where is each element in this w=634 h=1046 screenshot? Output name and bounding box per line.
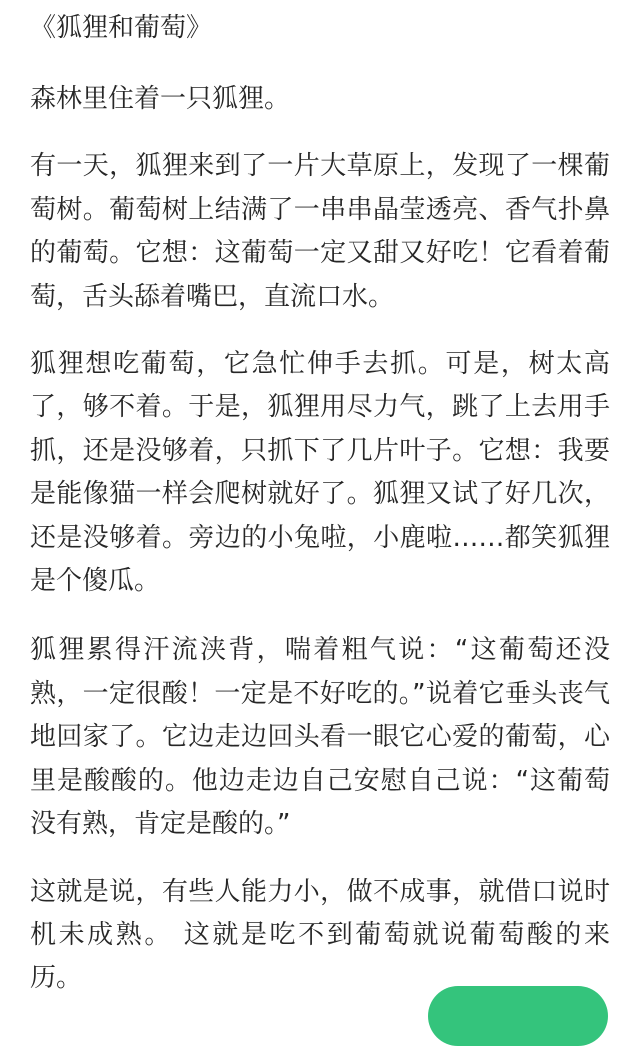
article xyxy=(30,4,610,1001)
article-paragraph: 有一天，狐狸来到了一片大草原上，发现了一棵葡萄树。葡萄树上结满了一串串晶莹透亮、香气扑鼻的葡萄。它想：这葡萄一定又甜又好吃！它看着葡萄，舌头舔着嘴巴，直流口水。 xyxy=(30,151,610,312)
article-paragraph: 这就是说，有些人能力小，做不成事，就借口说时机未成熟。 这就是吃不到葡萄就说葡萄酸的来历。 xyxy=(30,876,610,994)
article-title: 《狐狸和葡萄》 xyxy=(30,13,213,43)
floating-action-button[interactable] xyxy=(428,986,608,1046)
article-paragraph: 森林里住着一只狐狸。 xyxy=(30,84,291,114)
article-paragraph: 狐狸想吃葡萄，它急忙伸手去抓。可是，树太高了，够不着。于是，狐狸用尽力气，跳了上去用手抓，还是没够着，只抓下了几片叶子。它想：我要是能像猫一样会爬树就好了。狐狸又试了好几次，还是没够着。旁边的小兔啦，小鹿啦……都笑狐狸是个傻瓜。 xyxy=(30,349,610,597)
article-paragraph: 狐狸累得汗流浃背，喘着粗气说：“这葡萄还没熟，一定很酸！一定是不好吃的。”说着它垂头丧气地回家了。它边走边回头看一眼它心爱的葡萄，心里是酸酸的。他边走边自己安慰自己说：“这葡萄没有熟，肯定是酸的。” xyxy=(30,635,610,840)
